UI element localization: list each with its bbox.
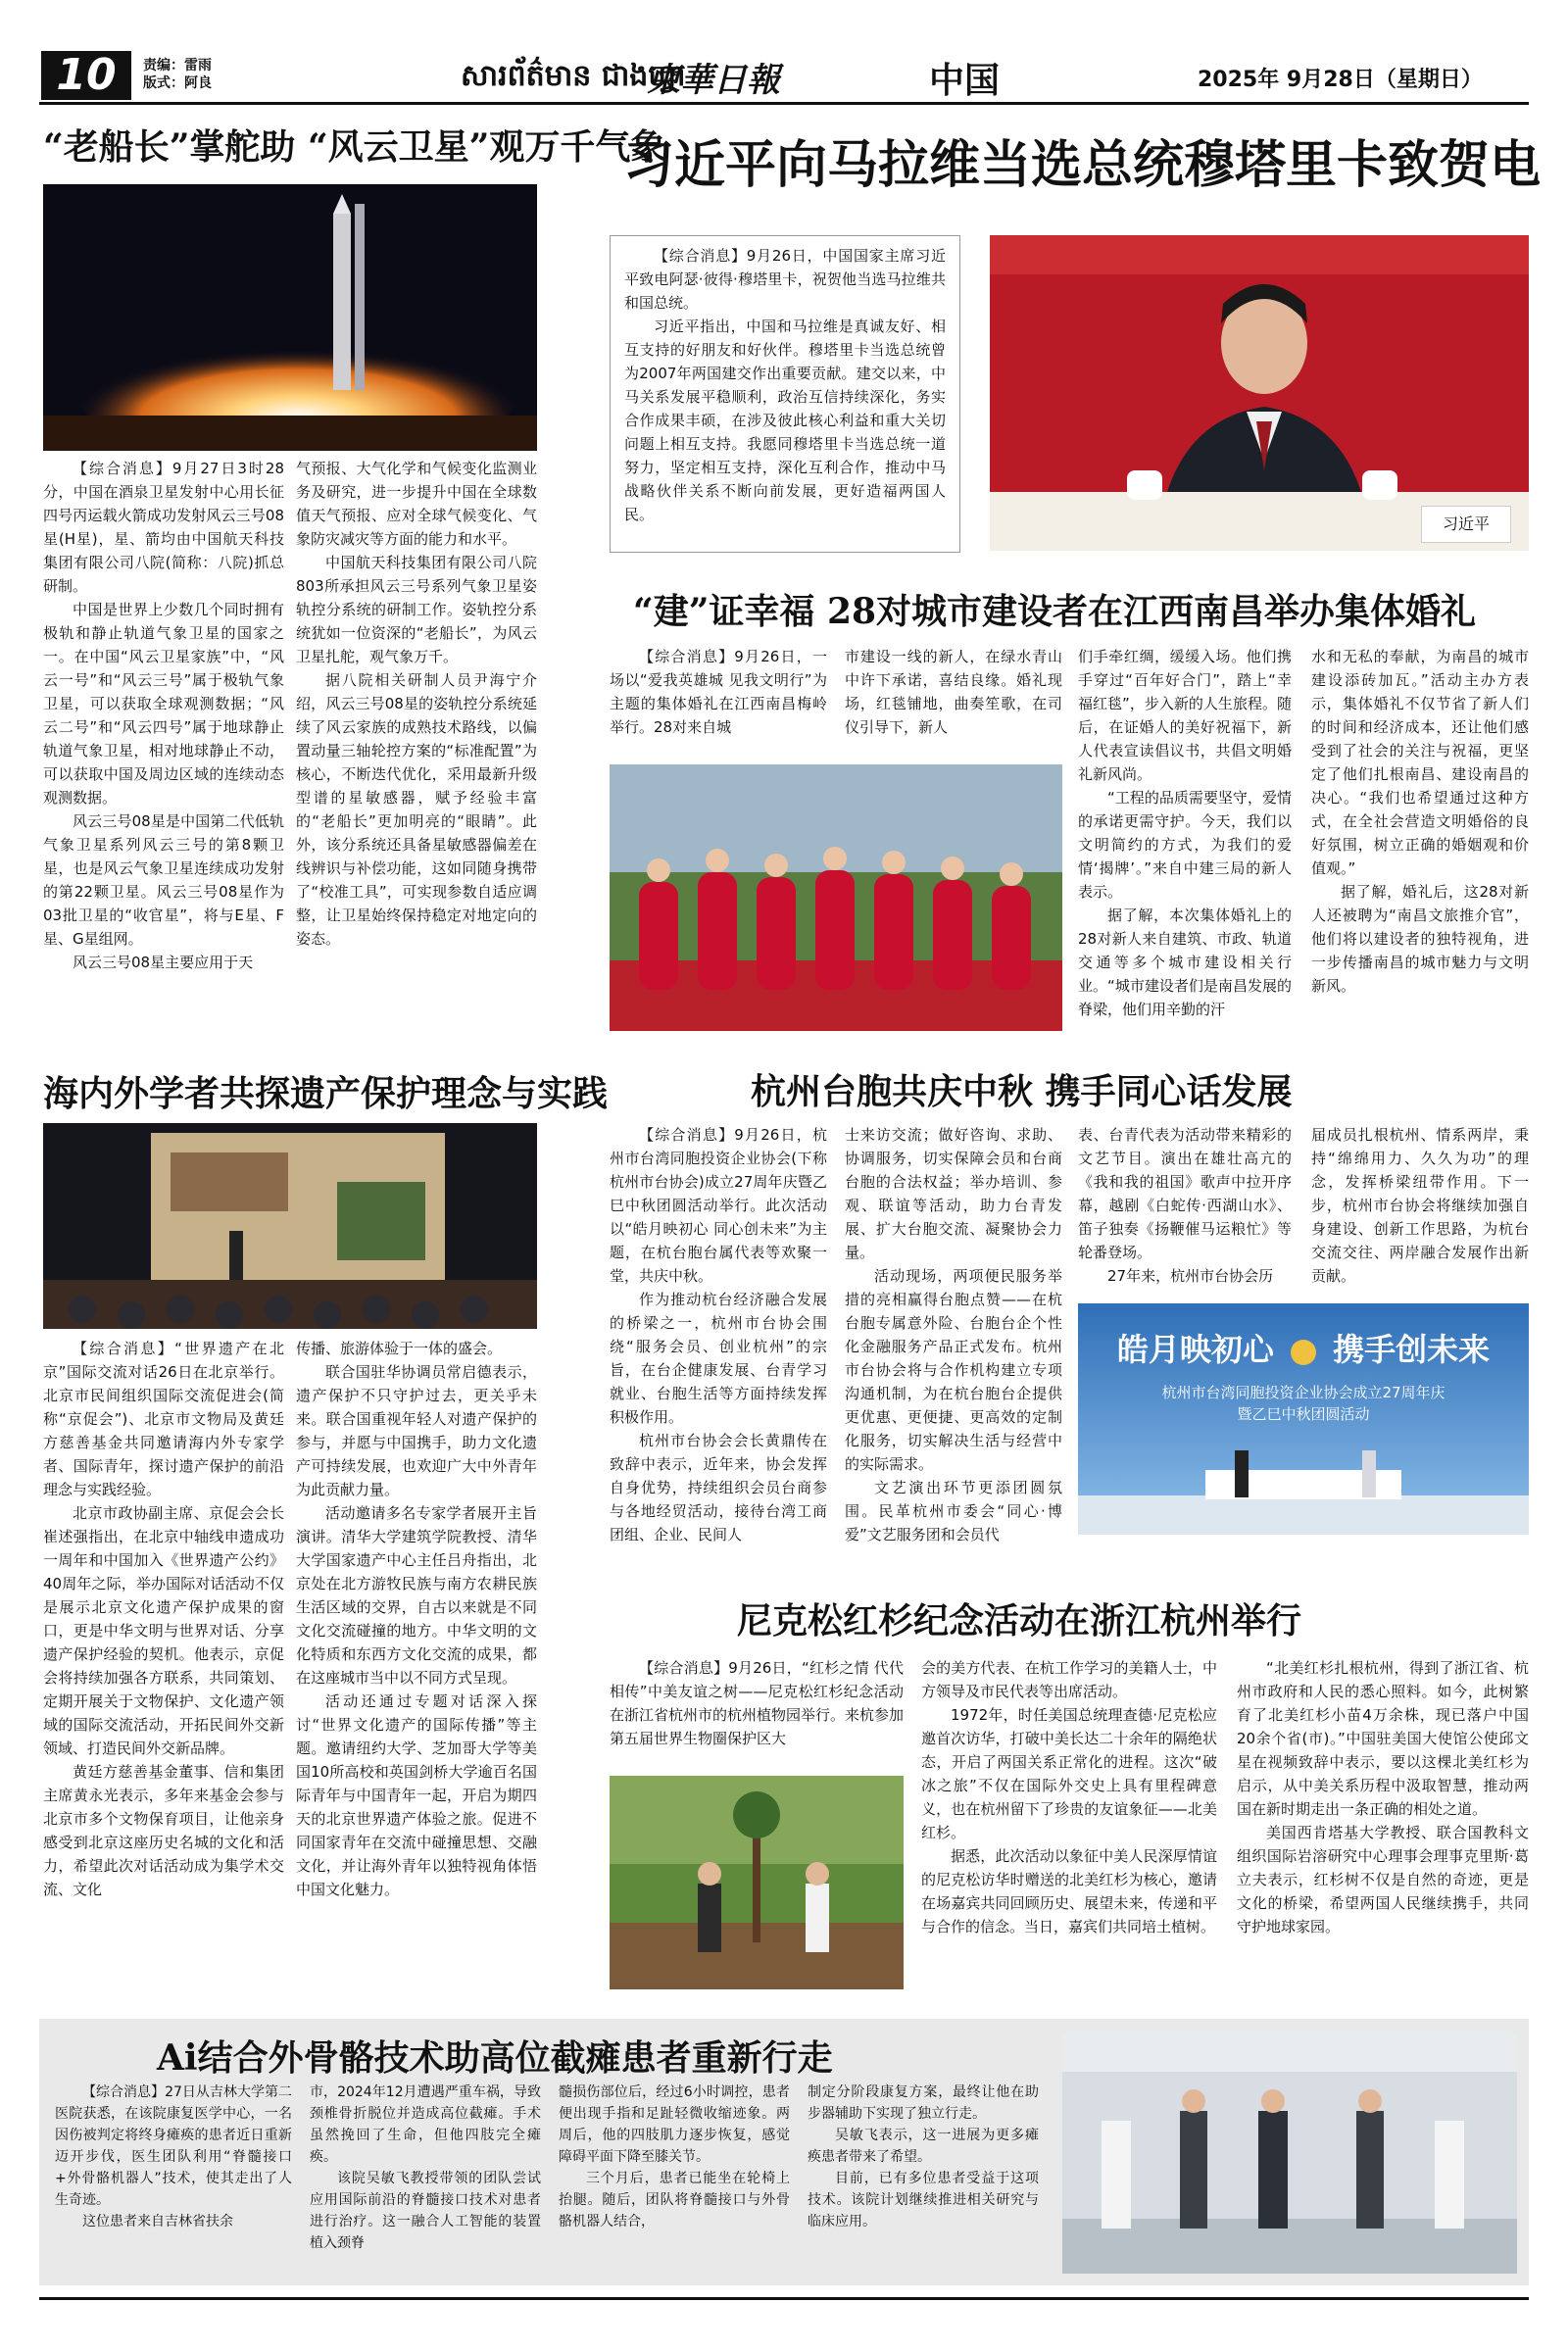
layout-line: 版式：阿良 (143, 75, 212, 91)
lead-text-box (610, 235, 960, 553)
masthead-khmer: សារព័ត៌មាន ជាងហ្វា (461, 59, 686, 93)
paragraph: 习近平指出，中国和马拉维是真诚友好、相互支持的好朋友和好伙伴。穆塔里卡当选总统曾为2007年两国建交作出重要贡献。建交以来，中马关系发展平稳顺利，政治互信持续深化，务实合作成果丰硕，在涉及彼此核心利益和重大关切问题上相互支持。我愿同穆塔里卡当选总统一道努力，坚定相互支持，深化互利合作，推动中马战略伙伴关系不断向前发展，更好造福两国人民。 (624, 318, 946, 523)
paragraph: 届成员扎根杭州、情系两岸，秉持“绵绵用力、久久为功”的理念，发挥桥梁纽带作用。下一步，杭州市台协会将继续加强自身建设、创新工作思路，为杭台交流交往、两岸融合发展作出新贡献。 (1311, 1126, 1529, 1285)
rehab-photo (1062, 2033, 1517, 2274)
paragraph: “工程的品质需要坚守，爱情的承诺更需守护。今天，我们以文明简约的方式，为我们的爱情‘揭牌’。”来自中建三局的新人表示。 (1078, 789, 1292, 901)
hangzhou-title: 杭州台胞共庆中秋 携手同心话发展 (751, 1071, 1293, 1112)
paragraph: 27年来，杭州市台协会历 (1107, 1267, 1274, 1285)
paragraph: 【综合消息】“世界遗产在北京”国际交流对话26日在北京举行。北京市民间组织国际交流促进会(简称“京促会”)、北京市文物局及黄廷方慈善基金共同邀请海内外专家学者、国际青年，探讨遗产保护的前沿理念与实践经验。 (43, 1340, 284, 1498)
paragraph: 传播、旅游体验于一体的盛会。 (296, 1340, 503, 1357)
paragraph: 据八院相关研制人员尹海宁介绍，风云三号08星的姿轨控分系统延续了风云家族的成熟技术路线，以偏置动量三轴轮控方案的“标准配置”为核心，不断迭代优化，采用最新升级型谱的星敏感器，赋予经验丰富的“老船长”更加明亮的“眼睛”。此外，该分系统还具备星敏感器偏差在线辨识与补偿功能，这如同随身携带了“校准工具”，可实现参数自适应调整，让卫星始终保持稳定对地定向的姿态。 (296, 671, 537, 948)
paragraph: 【综合消息】27日从吉林大学第二医院获悉，在该院康复医学中心，一名因伤被判定将终身瘫痪的患者近日重新迈开步伐，医生团队利用“脊髓接口+外骨骼机器人”技术，使其走出了人生奇迹。 (55, 2084, 292, 2208)
paragraph: 【综合消息】9月26日，“红杉之情 代代相传”中美友谊之树——尼克松红杉纪念活动在浙江省杭州市的杭州植物园举行。来杭参加第五届世界生物圈保护区大 (610, 1659, 905, 1747)
paragraph: 水和无私的奉献，为南昌的城市建设添砖加瓦。”活动主办方表示，集体婚礼不仅节省了新人们的时间和经济成本，还让他们感受到了社会的关注与祝福，更坚定了他们扎根南昌、建设南昌的决心。“我们也希望通过这种方式，在全社会营造文明婚俗的良好氛围，树立正确的婚姻观和价值观。” (1311, 648, 1529, 877)
lead-title: 习近平向马拉维当选总统穆塔里卡致贺电 (623, 136, 1542, 195)
nameplate: 习近平 (1421, 506, 1511, 543)
paragraph: 表、台青代表为活动带来精彩的文艺节目。演出在雄壮高亢的《我和我的祖国》歌声中拉开序幕，越剧《白蛇传·西湖山水》、笛子独奏《扬鞭催马运粮忙》等轮番登场。 (1078, 1126, 1292, 1261)
hangzhou-col1 (610, 1123, 827, 1546)
heritage-col2 (296, 1337, 537, 1901)
paragraph: “北美红杉扎根杭州，得到了浙江省、杭州市政府和人民的悉心照料。如今，此树繁育了北美红杉小苗4万余株，现已落户中国20余个省(市)。”中国驻美国大使馆公使邱文星在视频致辞中表示，要以这棵北美红杉为启示，从中美关系历程中汲取智慧，推动两国在新时期走出一条正确的相处之道。 (1237, 1659, 1529, 1818)
slogan-left: 皓月映初心 (1116, 1331, 1274, 1368)
banner-subtitle-line: 暨乙巳中秋团圆活动 (1237, 1405, 1370, 1423)
paragraph: 据了解，本次集体婚礼上的28对新人来自建筑、市政、轨道交通等多个城市建设相关行业。“城市建设者们是南昌发展的脊梁，他们用辛勤的汗 (1078, 906, 1292, 1018)
wedding-col2 (845, 645, 1062, 739)
satellite-title: “老船长”掌舵助 “风云卫星”观万千气象 (43, 126, 666, 168)
paragraph: 杭州市台协会会长黄鼎传在致辞中表示，近年来，协会发挥自身优势，持续组织会员台商参与各地经贸活动，接待台湾工商团组、企业、民间人 (610, 1432, 827, 1544)
banner-slogan (1096, 1325, 1511, 1370)
wedding-col4 (1311, 645, 1529, 998)
paragraph: 这位患者来自吉林省扶余 (82, 2214, 233, 2230)
paragraph: 市，2024年12月遭遇严重车祸，导致颈椎骨折脱位并造成高位截瘫。手术虽然挽回了生命，但他四肢完全瘫痪。 (310, 2084, 541, 2165)
paragraph: 士来访交流；做好咨询、求助、协调服务，切实保障会员和台商台胞的合法权益；举办培训、参观、联谊等活动，助力台青发展、扩大台胞交流、凝聚协会力量。 (845, 1126, 1062, 1261)
paragraph: 北京市政协副主席、京促会会长崔述强指出，在北京中轴线申遗成功一周年和中国加入《世界遗产公约》40周年之际，举办国际对话活动不仅是展示北京文化遗产保护成果的窗口，更是中华文明与世界对话、分享遗产保护经验的契机。他表示，京促会将持续加强各方联系，共同策划、定期开展关于文物保护、文化遗产领域的国际交流活动，开拓民间外交新领域、打造民间外交新品牌。 (43, 1504, 284, 1757)
masthead-chinese: 柬華日報 (647, 61, 780, 100)
wedding-title: “建”证幸福 28对城市建设者在江西南昌举办集体婚礼 (633, 591, 1477, 632)
paragraph: 据了解，婚礼后，这28对新人还被聘为“南昌文旅推介官”，他们将以建设者的独特视角，进一步传播南昌的城市魅力与文明新风。 (1311, 883, 1529, 995)
paragraph: 据悉，此次活动以象征中美人民深厚情谊的尼克松访华时赠送的北美红杉为核心，邀请在场嘉宾共同回顾历史、展望未来，传递和平与合作的信念。当日，嘉宾们共同培土植树。 (921, 1847, 1217, 1936)
rocket-launch-photo (43, 184, 537, 451)
paragraph: 中国是世界上少数几个同时拥有极轨和静止轨道气象卫星的国家之一。在中国“风云卫星家族”中，“风云一号”和“风云三号”属于极轨气象卫星，可以获取全球观测数据；“风云二号”和“风云四号”属于地球静止轨道气象卫星，相对地球静止不动，可以获取中国及周边区域的连续动态观测数据。 (43, 601, 284, 807)
paragraph: 【综合消息】9月26日，中国国家主席习近平致电阿瑟·彼得·穆塔里卡，祝贺他当选马拉维共和国总统。 (624, 247, 946, 312)
exo-col2 (310, 2082, 541, 2254)
paragraph: 目前，已有多位患者受益于这项技术。该院计划继续推进相关研究与临床应用。 (808, 2171, 1039, 2230)
hangzhou-col2 (845, 1123, 1062, 1546)
paragraph: 活动邀请多名专家学者展开主旨演讲。清华大学建筑学院教授、清华大学国家遗产中心主任吕舟指出，北京处在北方游牧民族与南方农耕民族生活区域的交界，自古以来就是不同文化交流碰撞的地方。中华文明的文化特质和东西方文化交流的成果，都在这座城市当中以不同方式呈现。 (296, 1504, 537, 1687)
hangzhou-col3 (1078, 1123, 1292, 1288)
page-bottom-rule (39, 2297, 1529, 2300)
exo-col1 (55, 2082, 292, 2232)
paragraph: 文艺演出环节更添团圆氛围。民革杭州市委会“同心·博爱”文艺服务团和会员代 (845, 1479, 1062, 1544)
nixon-title: 尼克松红杉纪念活动在浙江杭州举行 (737, 1600, 1302, 1642)
nixon-col3 (1237, 1656, 1529, 1938)
paragraph: 美国西肯塔基大学教授、联合国教科文组织国际岩溶研究中心理事会理事克里斯·葛立夫表示，红杉树不仅是自然的奇迹，更是文化的桥梁，希望两国人民继续携手，共同守护地球家园。 (1237, 1824, 1529, 1936)
tree-planting-photo (610, 1776, 904, 1989)
paragraph: 该院吴敏飞教授带领的团队尝试应用国际前沿的脊髓接口技术对患者进行治疗。这一融合人工智能的装置植入颈脊 (310, 2171, 541, 2251)
exo-col4 (808, 2082, 1039, 2232)
heritage-title: 海内外学者共探遗产保护理念与实践 (43, 1073, 609, 1114)
wedding-col1 (610, 645, 827, 739)
president-photo (990, 235, 1529, 551)
paragraph: 髓损伤部位后，经过6小时调控，患者便出现手指和足趾轻微收缩迹象。两周后，他的四肢肌力逐步恢复，感觉障碍平面下降至膝关节。 (559, 2084, 790, 2165)
slogan-right: 携手创未来 (1333, 1331, 1491, 1368)
wedding-col3 (1078, 645, 1292, 1021)
banner-photo (1078, 1303, 1529, 1535)
forum-photo (43, 1123, 537, 1329)
paragraph: 吴敏飞表示，这一进展为更多瘫痪患者带来了希望。 (808, 2128, 1039, 2165)
heritage-col1 (43, 1337, 284, 1901)
paragraph: 制定分阶段康复方案，最终让他在助步器辅助下实现了独立行走。 (808, 2084, 1039, 2122)
nixon-col1 (610, 1656, 904, 1750)
banner-subtitle-line: 杭州市台湾同胞投资企业协会成立27周年庆 (1161, 1384, 1446, 1401)
section-name: 中国 (929, 61, 1001, 101)
paragraph: 们手牵红绸，缓缓入场。他们携手穿过“百年好合门”，踏上“幸福红毯”，步入新的人生旅程。随后，在证婚人的美好祝福下，新人代表宣读倡议书，共倡文明婚礼新风尚。 (1078, 648, 1292, 783)
page-number: 10 (41, 51, 131, 100)
paragraph: 作为推动杭台经济融合发展的桥梁之一，杭州市台协会围绕“服务会员、创业杭州”的宗旨，在台企健康发展、台青学习就业、台胞生活等方面持续发挥积极作用。 (610, 1291, 827, 1426)
paragraph: 活动现场，两项便民服务举措的亮相赢得台胞点赞——在杭台胞专属意外险、台胞台企个性化金融服务产品正式发布。杭州市台协会将与合作机构建立专项沟通机制，为在杭台胞台企提供更优惠、更便捷、更高效的定制化服务，切实解决生活与经营中的实际需求。 (845, 1267, 1062, 1473)
exo-col3 (559, 2082, 790, 2232)
paragraph: 气预报、大气化学和气候变化监测业务及研究，进一步提升中国在全球数值天气预报、应对全球气候变化、气象防灾减灾等方面的能力和水平。 (296, 460, 537, 548)
paragraph: 【综合消息】9月26日，一场以“爱我英雄城 见我文明行”为主题的集体婚礼在江西南昌梅岭举行。28对来自城 (610, 648, 827, 736)
banner-subtitle (1098, 1382, 1509, 1425)
nixon-col2 (921, 1656, 1217, 1938)
paragraph: 会的美方代表、在杭工作学习的美籍人士，中方领导及市民代表等出席活动。 (921, 1659, 1217, 1700)
exo-title: Ai结合外骨骼技术助高位截瘫患者重新行走 (157, 2037, 833, 2079)
paragraph: 【综合消息】9月27日3时28分，中国在酒泉卫星发射中心用长征四号丙运载火箭成功发射风云三号08星(H星)，星、箭均由中国航天科技集团有限公司八院(简称：八院)抓总研制。 (43, 460, 284, 595)
paragraph: 【综合消息】9月26日，杭州市台湾同胞投资企业协会(下称杭州市台协会)成立27周年庆暨乙巳中秋团圆活动举行。此次活动以“皓月映初心 同心创未来”为主题，在杭台胞台属代表等欢聚一堂，共庆中秋。 (610, 1126, 827, 1285)
paragraph: 活动还通过专题对话深入探讨“世界文化遗产的国际传播”等主题。邀请纽约大学、芝加哥大学等美国10所高校和英国剑桥大学逾百名国际青年与中国青年一起，开启为期四天的北京世界遗产体验之旅。促进不同国家青年在交流中碰撞思想、交融文化，并让海外青年以独特视角体悟中国文化魅力。 (296, 1692, 537, 1898)
wedding-photo (610, 764, 1062, 1031)
paragraph: 风云三号08星是中国第二代低轨气象卫星系列风云三号的第8颗卫星，也是风云气象卫星连续成功发射的第22颗卫星。风云三号08星作为03批卫星的“收官星”，将与E星、F星、G星组网。 (43, 812, 284, 948)
editor-line: 责编：雷雨 (143, 58, 212, 74)
moon-icon (1291, 1340, 1316, 1365)
paragraph: 三个月后，患者已能坐在轮椅上抬腿。随后，团队将脊髓接口与外骨骼机器人结合， (559, 2171, 790, 2230)
paragraph: 1972年，时任美国总统理查德·尼克松应邀首次访华，打破中美长达二十余年的隔绝状态，开启了两国关系正常化的进程。这次“破冰之旅”不仅在国际外交史上具有里程碑意义，也在杭州留下了珍贵的友谊象征——北美红杉。 (921, 1706, 1217, 1841)
paragraph: 黄廷方慈善基金董事、信和集团主席黄永光表示，多年来基金会参与北京市多个文物保育项目，让他亲身感受到北京这座历史名城的文化和活力，希望此次对话活动成为集学术交流、文化 (43, 1763, 284, 1898)
editor-credits (143, 57, 212, 92)
satellite-col2 (296, 457, 537, 951)
paragraph: 联合国驻华协调员常启德表示，遗产保护不只守护过去，更关乎未来。联合国重视年轻人对遗产保护的参与，并愿与中国携手，助力文化遗产可持续发展，也欢迎广大中外青年为此贡献力量。 (296, 1363, 537, 1498)
issue-date: 2025年 9月28日（星期日） (1198, 68, 1483, 92)
paragraph: 市建设一线的新人，在绿水青山中许下承诺，喜结良缘。婚礼现场，红毯铺地，曲奏笙歌，在司仪引导下，新人 (845, 648, 1062, 736)
paragraph: 中国航天科技集团有限公司八院803所承担风云三号系列气象卫星姿轨控分系统的研制工作。姿轨控分系统犹如一位资深的“老船长”，为风云卫星扎舵，观气象万千。 (296, 554, 537, 665)
satellite-col1 (43, 457, 284, 974)
hangzhou-col4 (1311, 1123, 1529, 1288)
paragraph: 风云三号08星主要应用于天 (73, 954, 254, 971)
